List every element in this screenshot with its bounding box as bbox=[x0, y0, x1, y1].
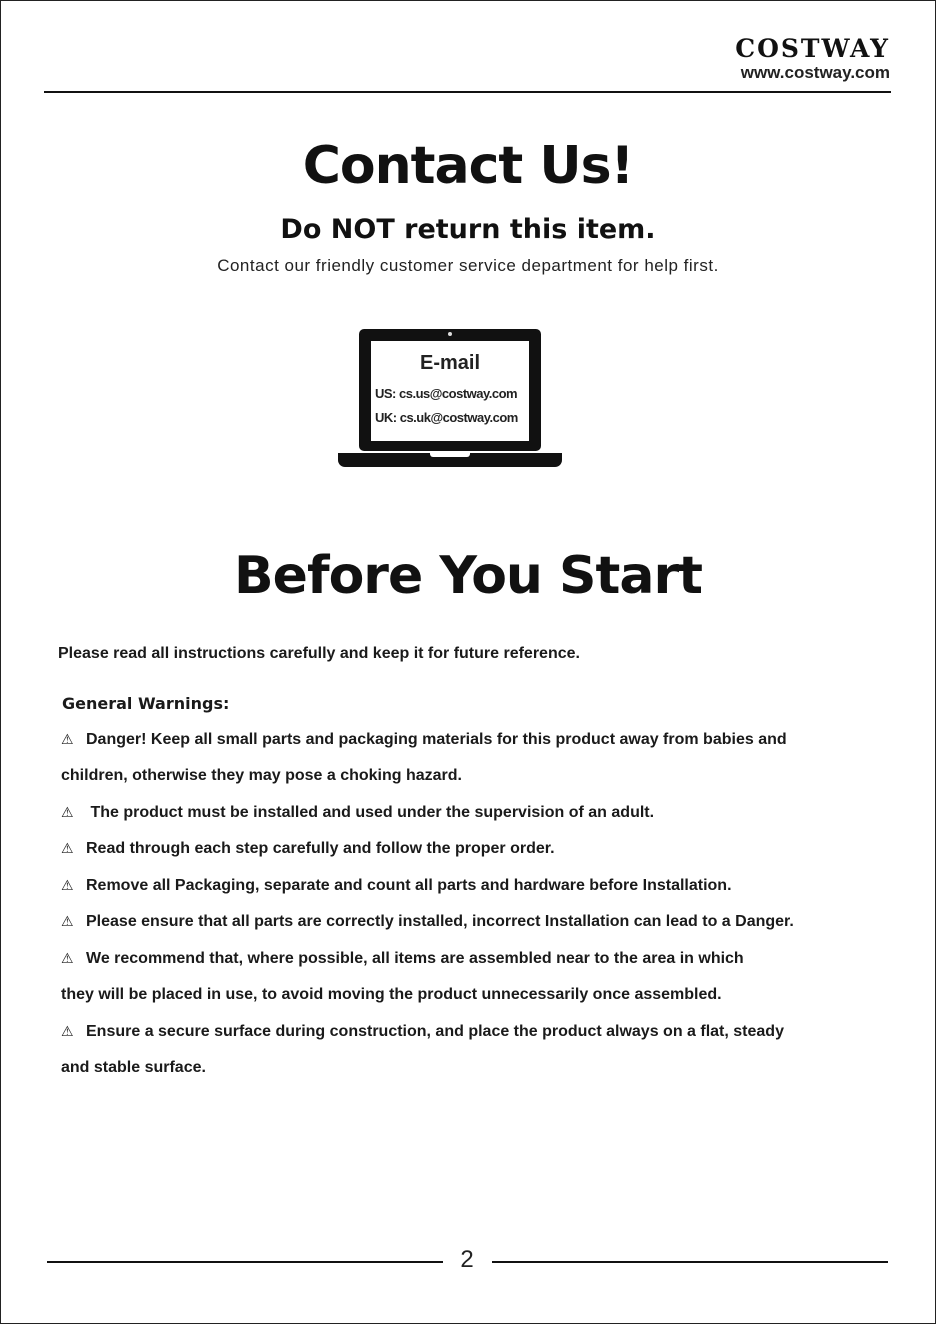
warning-line bbox=[61, 877, 732, 895]
footer-rule-right bbox=[492, 1261, 888, 1263]
warning-text: Danger! Keep all small parts and packaging materials for this product away from babies and bbox=[86, 731, 787, 748]
costway-logo: COSTWAY bbox=[735, 34, 890, 63]
no-return-subtitle: Do NOT return this item. bbox=[280, 214, 656, 245]
warning-text: and stable surface. bbox=[61, 1059, 206, 1076]
warning-line bbox=[61, 731, 787, 749]
warning-line bbox=[61, 913, 794, 931]
laptop-base bbox=[338, 453, 562, 467]
header-divider bbox=[44, 91, 891, 93]
warning-text: Remove all Packaging, separate and count all parts and hardware before Installation. bbox=[86, 877, 732, 894]
email-title: E-mail bbox=[419, 352, 481, 374]
warning-text: they will be placed in use, to avoid moving the product unnecessarily once assembled. bbox=[61, 986, 722, 1003]
warning-line bbox=[61, 986, 722, 1004]
warning-line bbox=[61, 767, 462, 785]
laptop-base-notch bbox=[430, 453, 470, 457]
warning-triangle-icon: ⚠ bbox=[61, 950, 74, 966]
warning-text: Ensure a secure surface during construction, and place the product always on a flat, steady bbox=[86, 1023, 784, 1040]
warning-triangle-icon: ⚠ bbox=[61, 913, 74, 929]
warning-line bbox=[61, 1023, 784, 1041]
email-us: US: cs.us@costway.com bbox=[375, 386, 518, 401]
warning-triangle-icon: ⚠ bbox=[61, 731, 74, 747]
brand-header bbox=[735, 36, 890, 83]
warning-line bbox=[61, 804, 654, 822]
contact-instruction: Contact our friendly customer service department for help first. bbox=[217, 256, 719, 275]
warning-text: The product must be installed and used under the supervision of an adult. bbox=[86, 804, 655, 821]
brand-url: www.costway.com bbox=[740, 63, 890, 82]
laptop-screen-bezel bbox=[359, 329, 541, 451]
general-warnings-heading: General Warnings: bbox=[62, 694, 230, 713]
contact-title: Contact Us! bbox=[302, 136, 634, 196]
before-you-start-title: Before You Start bbox=[234, 546, 702, 606]
warning-line bbox=[61, 840, 555, 858]
warning-line bbox=[61, 1059, 206, 1077]
laptop-screen bbox=[371, 341, 529, 441]
page-number: 2 bbox=[460, 1246, 474, 1273]
warning-triangle-icon: ⚠ bbox=[61, 840, 74, 856]
warning-triangle-icon: ⚠ bbox=[61, 804, 74, 820]
warning-text: Read through each step carefully and follow the proper order. bbox=[86, 840, 555, 857]
footer-rule-left bbox=[47, 1261, 443, 1263]
warning-text: Please ensure that all parts are correctly installed, incorrect Installation can lead to a Danger. bbox=[86, 913, 794, 930]
warning-text: We recommend that, where possible, all items are assembled near to the area in which bbox=[86, 950, 744, 967]
intro-text: Please read all instructions carefully and keep it for future reference. bbox=[58, 645, 580, 662]
email-uk: UK: cs.uk@costway.com bbox=[375, 410, 518, 425]
warning-line bbox=[61, 950, 744, 968]
warning-text: children, otherwise they may pose a choking hazard. bbox=[61, 767, 462, 784]
warning-triangle-icon: ⚠ bbox=[61, 877, 74, 893]
warning-triangle-icon: ⚠ bbox=[61, 1023, 74, 1039]
camera-dot bbox=[448, 332, 452, 336]
laptop-icon bbox=[338, 327, 562, 469]
